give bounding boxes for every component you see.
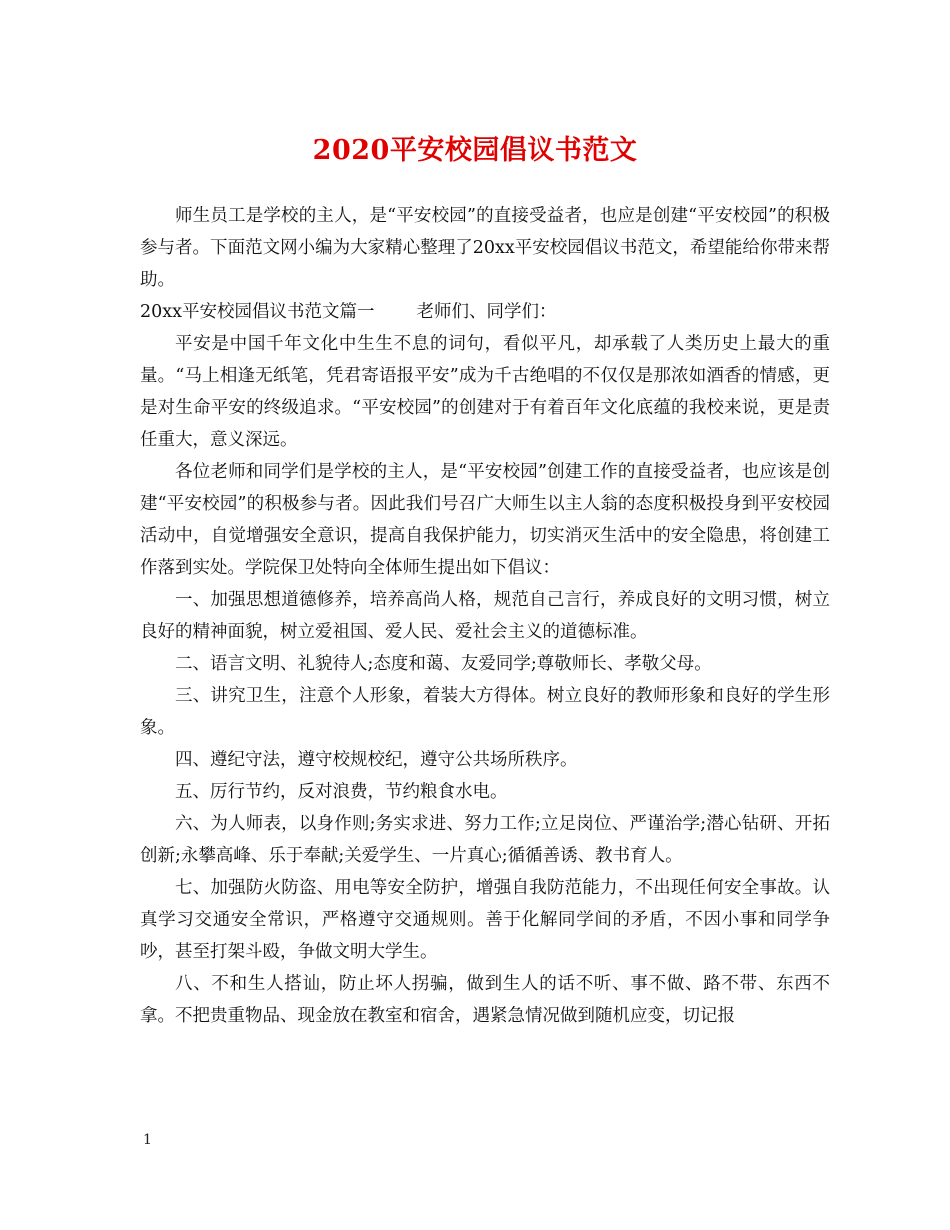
body-paragraph: 平安是中国千年文化中生生不息的词句，看似平凡，却承载了人类历史上最大的重量。“马上相逢无纸笔，凭君寄语报平安”成为千古绝唱的不仅仅是那浓如酒香的情感，更是对生命平安的终级追求。“平安校园”的创建对于有着百年文化底蕴的我校来说，更是责任重大，意义深远。 bbox=[140, 334, 830, 450]
proposal-item: 六、为人师表，以身作则;务实求进、努力工作;立足岗位、严谨治学;潜心钻研、开拓创新;永攀高峰、乐于奉献;关爱学生、一片真心;循循善诱、教书育人。 bbox=[140, 814, 830, 866]
body-paragraph: 各位老师和同学们是学校的主人，是“平安校园”创建工作的直接受益者，也应该是创建“平安校园”的积极参与者。因此我们号召广大师生以主人翁的态度积极投身到平安校园活动中，自觉增强安全意识，提高自我保护能力，切实消灭生活中的安全隐患，将创建工作落到实处。学院保卫处特向全体师生提出如下倡议： bbox=[140, 462, 830, 578]
proposal-item: 八、不和生人搭讪，防止坏人拐骗，做到生人的话不听、事不做、路不带、东西不拿。不把贵重物品、现金放在教室和宿舍，遇紧急情况做到随机应变，切记报 bbox=[140, 974, 830, 1026]
proposal-item: 五、厉行节约，反对浪费，节约粮食水电。 bbox=[175, 782, 508, 802]
proposal-item: 三、讲究卫生，注意个人形象，着装大方得体。树立良好的教师形象和良好的学生形象。 bbox=[140, 686, 830, 738]
section-heading: 20xx平安校园倡议书范文篇一 bbox=[140, 302, 375, 322]
section-heading-line bbox=[140, 296, 830, 328]
document-body bbox=[140, 200, 830, 1032]
intro-paragraph: 师生员工是学校的主人，是“平安校园”的直接受益者，也应是创建“平安校园”的积极参与者。下面范文网小编为大家精心整理了20xx平安校园倡议书范文，希望能给你带来帮助。 bbox=[140, 206, 830, 290]
page-number: 1 bbox=[143, 1132, 152, 1148]
proposal-item: 二、语言文明、礼貌待人;态度和蔼、友爱同学;尊敬师长、孝敬父母。 bbox=[175, 654, 712, 674]
document-title: 2020平安校园倡议书范文 bbox=[312, 135, 638, 166]
proposal-item: 四、遵纪守法，遵守校规校纪，遵守公共场所秩序。 bbox=[175, 750, 578, 770]
proposal-item: 七、加强防火防盗、用电等安全防护，增强自我防范能力，不出现任何安全事故。认真学习交通安全常识，严格遵守交通规则。善于化解同学间的矛盾，不因小事和同学争吵，甚至打架斗殴，争做文明大学生。 bbox=[140, 878, 830, 962]
proposal-item: 一、加强思想道德修养，培养高尚人格，规范自己言行，养成良好的文明习惯，树立良好的精神面貌，树立爱祖国、爱人民、爱社会主义的道德标准。 bbox=[140, 590, 830, 642]
salutation: 老师们、同学们： bbox=[416, 302, 557, 322]
